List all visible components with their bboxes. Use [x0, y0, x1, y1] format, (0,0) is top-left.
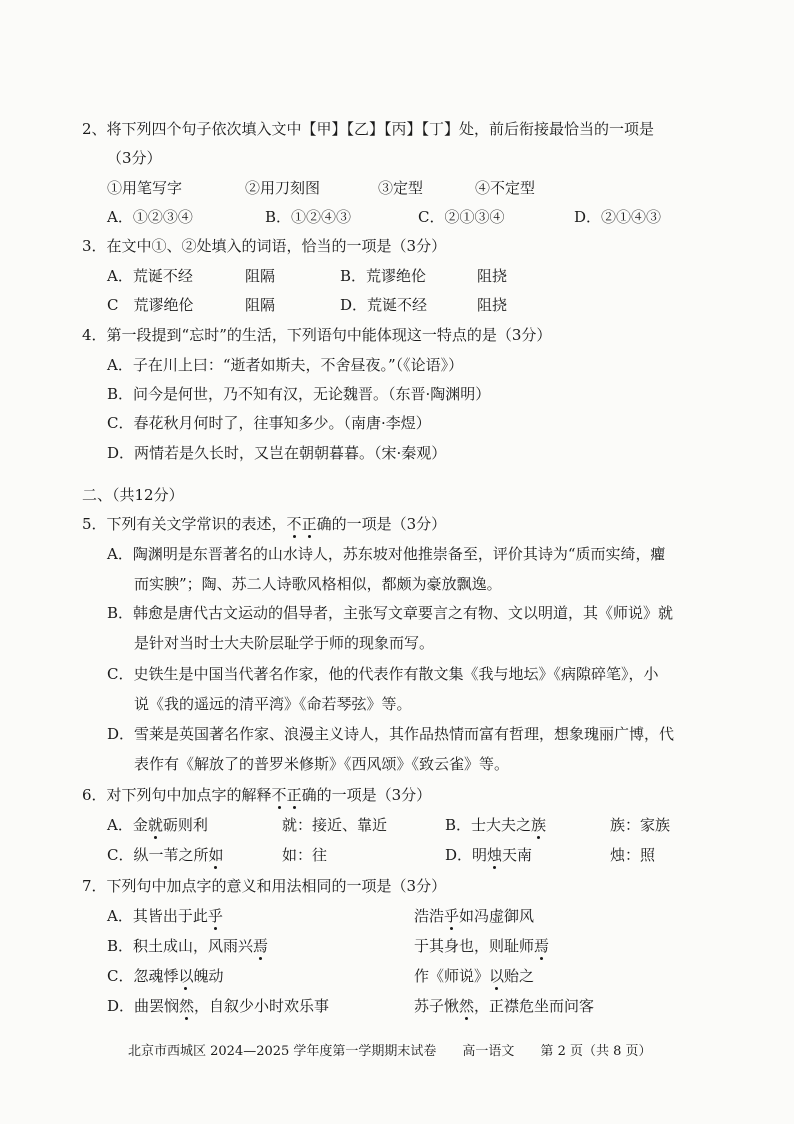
q5-dot-char-2: 正 — [301, 515, 317, 533]
q5-option-a-line2: 而实腴”；陶、苏二人诗歌风格相似，都颇为豪放飘逸。 — [134, 575, 502, 593]
q7-option-c-left — [107, 966, 224, 986]
q6-b-dot: 族 — [531, 816, 547, 834]
q7-c-r-dot: 以 — [489, 967, 505, 985]
q3-option-b-word2: 阻挠 — [477, 267, 508, 285]
q3-option-d: D．荒诞不经 — [340, 296, 428, 314]
q5-option-c-line1: C．史铁生是中国当代著名作家，他的代表作有散文集《我与地坛》《病隙碎笔》，小 — [107, 665, 659, 683]
q5-stem — [82, 514, 446, 534]
q7-b-pre: B．积土成山，风雨兴 — [107, 937, 254, 955]
q2-stem: 2、将下列四个句子依次填入文中【甲】【乙】【丙】【丁】处，前后衔接最恰当的一项是 — [82, 120, 655, 138]
q7-option-b-right — [414, 936, 549, 956]
q7-b-dot: 焉 — [253, 937, 269, 955]
q6-c-dot: 如 — [208, 846, 224, 864]
q7-d-r-post: ，正襟危坐而问客 — [474, 997, 595, 1015]
q5-stem-post: 确的一项是（3分） — [316, 515, 447, 533]
q2-option-c: C．②①③④ — [418, 208, 505, 226]
q6-dot-char-1: 不 — [271, 786, 287, 804]
q6-d-pre: D．明 — [445, 846, 488, 864]
q5-stem-pre: 5．下列有关文学常识的表述， — [82, 515, 287, 533]
q6-option-d — [445, 845, 532, 865]
q7-d-r-pre: 苏子愀 — [414, 997, 460, 1015]
q7-option-a-left — [107, 906, 223, 926]
q3-stem: 3．在文中①、②处填入的词语，恰当的一项是（3分） — [82, 237, 447, 255]
q5-dot-char-1: 不 — [286, 515, 302, 533]
q6-option-b-explanation: 族：家族 — [610, 816, 671, 834]
q7-option-b-left — [107, 936, 268, 956]
q6-a-pre: A．金 — [107, 816, 148, 834]
q3-option-c: C 荒谬绝伦 — [107, 296, 194, 314]
q4-option-b: B．问今是何世，乃不知有汉，无论魏晋。（东晋·陶渊明） — [107, 385, 491, 403]
q4-stem: 4．第一段提到“忘时”的生活，下列语句中能体现这一特点的是（3分） — [82, 326, 552, 344]
q7-option-d-right — [414, 996, 594, 1016]
q6-option-c-explanation: 如：往 — [282, 846, 328, 864]
q4-option-a: A．子在川上曰：“逝者如斯夫，不舍昼夜。”（《论语》） — [107, 356, 464, 374]
q7-c-post: 魄动 — [193, 967, 224, 985]
q7-d-dot: 然 — [179, 997, 195, 1015]
q7-d-r-dot: 然 — [459, 997, 475, 1015]
q5-option-c-line2: 说《我的遥远的清平湾》《命若琴弦》等。 — [134, 695, 412, 713]
q6-dot-char-2: 正 — [286, 786, 302, 804]
q3-option-d-word2: 阻挠 — [477, 296, 508, 314]
q7-option-a-right — [414, 906, 534, 926]
q6-c-pre: C．纵一苇之所 — [107, 846, 209, 864]
q5-option-b-line2: 是针对当时士大夫阶层耻学于师的现象而写。 — [134, 634, 435, 652]
q6-stem-pre: 6．对下列句中加点字的解释 — [82, 786, 272, 804]
q6-d-dot: 烛 — [487, 846, 503, 864]
q3-option-c-word2: 阻隔 — [245, 296, 276, 314]
q6-option-d-explanation: 烛：照 — [610, 846, 656, 864]
q2-option-b: B．①②④③ — [265, 208, 352, 226]
q5-option-d-line2: 表作有《解放了的普罗米修斯》《西风颂》《致云雀》等。 — [134, 755, 510, 773]
q6-b-pre: B．士大夫之 — [445, 816, 532, 834]
q6-stem-post: 确的一项是（3分） — [301, 786, 432, 804]
q4-option-d: D．两情若是久长时，又岂在朝朝暮暮。（宋·秦观） — [107, 444, 447, 462]
q6-a-post: 砺则利 — [162, 816, 208, 834]
q7-c-dot: 以 — [178, 967, 194, 985]
q6-option-c — [107, 845, 224, 865]
q6-option-a-explanation: 就：接近、靠近 — [282, 816, 388, 834]
q7-b-r-dot: 焉 — [534, 937, 550, 955]
q7-b-r-pre: 于其身也，则耻师 — [414, 937, 535, 955]
q6-option-b — [445, 815, 546, 835]
q2-sentence-1: ①用笔写字 — [107, 179, 183, 197]
q5-option-a-line1: A．陶渊明是东晋著名的山水诗人，苏东坡对他推崇备至，评价其诗为“质而实绮，癯 — [107, 545, 666, 563]
q7-a-dot: 乎 — [207, 907, 223, 925]
q7-option-d-left — [107, 996, 329, 1016]
q7-stem: 7．下列句中加点字的意义和用法相同的一项是（3分） — [82, 877, 447, 895]
q4-option-c: C．春花秋月何时了，往事知多少。（南唐·李煜） — [107, 414, 431, 432]
q2-sentence-4: ④不定型 — [475, 179, 536, 197]
q5-option-b-line1: B．韩愈是唐代古文运动的倡导者，主张写文章要言之有物、文以明道，其《师说》就 — [107, 604, 674, 622]
q2-option-a: A．①②③④ — [107, 208, 193, 226]
q6-option-a — [107, 815, 208, 835]
q3-option-b: B．荒谬绝伦 — [340, 267, 427, 285]
q7-c-pre: C．忽魂悸 — [107, 967, 179, 985]
q6-a-dot: 就 — [147, 816, 163, 834]
q5-option-d-line1: D．雪莱是英国著名作家、浪漫主义诗人，其作品热情而富有哲理，想象瑰丽广博，代 — [107, 725, 675, 743]
q7-c-r-pre: 作《师说》 — [414, 967, 490, 985]
q7-a-pre: A．其皆出于此 — [107, 907, 208, 925]
q7-a-r-post: 如冯虚御风 — [459, 907, 535, 925]
q7-d-pre: D．曲罢悯 — [107, 997, 180, 1015]
q7-a-r-dot: 乎 — [444, 907, 460, 925]
q7-a-r-pre: 浩浩 — [414, 907, 445, 925]
q7-d-post: ，自叙少小时欢乐事 — [194, 997, 330, 1015]
page-footer: 北京市西城区 2024—2025 学年度第一学期期末试卷 高一语文 第 2 页（共 8 页） — [128, 1044, 652, 1059]
q6-stem — [82, 785, 431, 805]
q2-option-d: D．②①④③ — [574, 208, 662, 226]
q3-option-a-word2: 阻隔 — [245, 267, 276, 285]
q2-sentence-2: ②用刀刻图 — [245, 179, 321, 197]
section-2-heading: 二、（共12分） — [82, 486, 184, 504]
q2-score: （3分） — [107, 149, 162, 167]
q7-option-c-right — [414, 966, 534, 986]
q6-d-post: 天南 — [502, 846, 533, 864]
q3-option-a: A．荒诞不经 — [107, 267, 193, 285]
q7-c-r-post: 贻之 — [504, 967, 535, 985]
q2-sentence-3: ③定型 — [378, 179, 424, 197]
